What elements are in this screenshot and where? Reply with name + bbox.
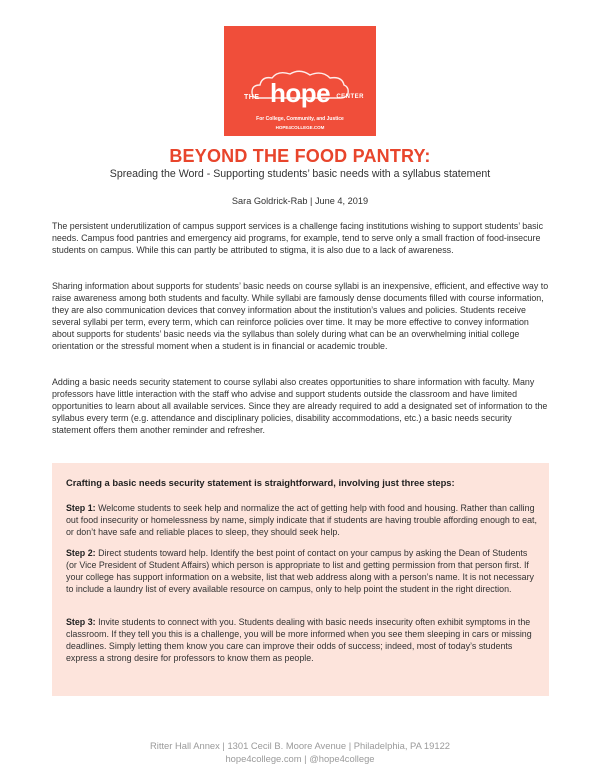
logo-center: CENTER bbox=[336, 94, 364, 100]
paragraph-faculty: Adding a basic needs security statement to course syllabi also creates opportunities to share information with faculty. Many professors have little interaction with the staff who advise and support students outside the classroom and have limited opportunities to learn about all available services. Since they are already required to add a designated set of information to the syllabus every term (e.g. attendance and disciplinary policies, disability accommodations, etc.) a basic needs security statement offers them another reminder and refresher. bbox=[52, 377, 548, 435]
page-subtitle: Spreading the Word - Supporting students’ basic needs with a syllabus statement bbox=[109, 168, 491, 180]
step-3-label: Step 3: bbox=[66, 617, 96, 627]
step-2 bbox=[66, 548, 538, 596]
step-2-label: Step 2: bbox=[66, 548, 96, 558]
steps-heading: Crafting a basic needs security statement is straightforward, involving just three steps: bbox=[66, 477, 455, 488]
paragraph-syllabi: Sharing information about supports for students’ basic needs on course syllabi is an inexpensive, efficient, and effective way to raise awareness among both students and faculty. While syllabi are famously dense documents filled with course information, they are also communication devices that convey information about the institution’s values and policies. Students receive several syllabi per term, every term, which can reinforce policies over time. It may be more effective to convey information about supports for students’ basic needs via the syllabus than solely during what can be an overwhelming initial college orientation or the stressful moment when a student is in financial or academic trouble. bbox=[52, 281, 549, 351]
step-1 bbox=[66, 503, 538, 539]
logo-tagline: For College, Community, and Justice bbox=[256, 116, 344, 122]
logo-url: HOPE4COLLEGE.COM bbox=[275, 125, 325, 130]
hope-center-logo bbox=[224, 26, 376, 136]
step-2-text: Direct students toward help. Identify the best point of contact on your campus by asking the Dean of Students (or Vice President of Student Affairs) which person is appropriate to list and getting permission from that person first. If your college has support information on a website, list that web address along with a person’s name. It is not necessary to include a laundry list of every available resource on campus, only to help point the student in the right direction. bbox=[66, 548, 534, 594]
byline: Sara Goldrick-Rab | June 4, 2019 bbox=[231, 196, 369, 206]
paragraph-intro: The persistent underutilization of campus support services is a challenge facing institutions wishing to support students’ basic needs. Campus food pantries and emergency aid programs, for example, tend to serve only a small fraction of food-insecure students on campus. While this can partly be attributed to stigma, it is also due to a lack of awareness. bbox=[52, 221, 544, 255]
steps-callout-box bbox=[52, 463, 549, 696]
logo-name: hope bbox=[269, 78, 331, 108]
step-1-text: Welcome students to seek help and normalize the act of getting help with food and housing. Rather than calling out food insecurity or homelessness by name, simply indicate that if students are having trouble affording enough to eat, or don’t have safe and reliable places to sleep, they should seek help. bbox=[66, 503, 537, 537]
logo-the: THE bbox=[244, 94, 260, 101]
footer-address: Ritter Hall Annex | 1301 Cecil B. Moore Avenue | Philadelphia, PA 19122 bbox=[149, 740, 451, 751]
footer-contact: hope4college.com | @hope4college bbox=[225, 753, 375, 764]
step-3 bbox=[66, 617, 538, 665]
page-title: BEYOND THE FOOD PANTRY: bbox=[169, 146, 431, 166]
step-3-text: Invite students to connect with you. Students dealing with basic needs insecurity often exhibit symptoms in the classroom. If they tell you this is a challenge, you will be more informed when you see them sleeping in cars or missing deadlines. Simply letting them know you care can improve their odds of success; indeed, most of today’s students express a strong desire for professors to know them as people. bbox=[66, 617, 532, 663]
step-1-label: Step 1: bbox=[66, 503, 96, 513]
